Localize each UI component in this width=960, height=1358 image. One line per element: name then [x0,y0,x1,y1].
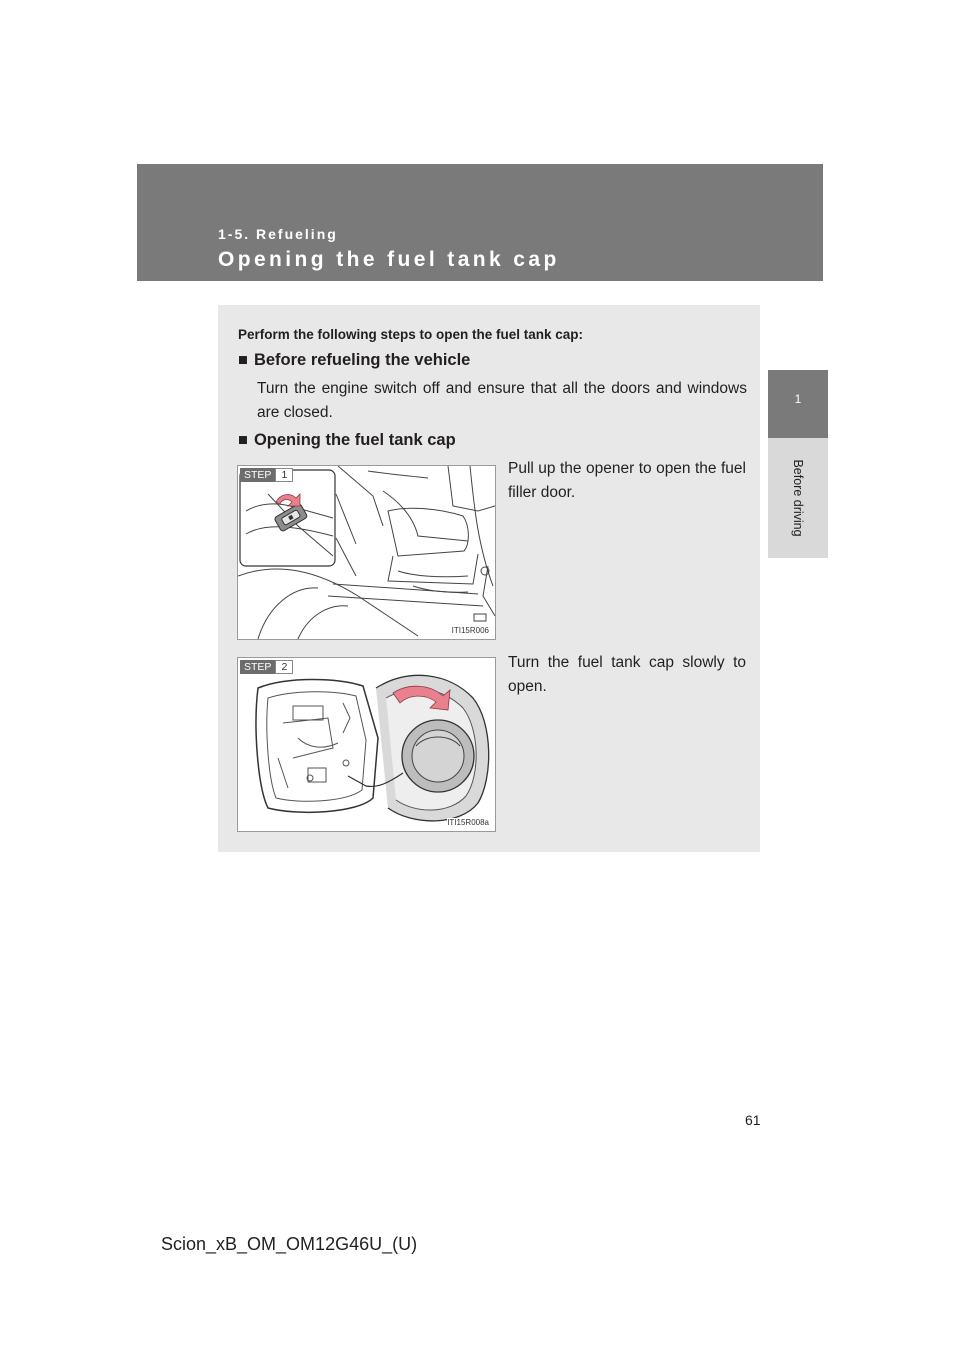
fuel-door-opener-drawing [238,466,495,639]
content-box [218,305,760,852]
step-number: 2 [275,660,293,674]
document-id: Scion_xB_OM_OM12G46U_(U) [161,1234,418,1254]
subheading-label: Before refueling the vehicle [253,351,471,369]
before-refueling-text: Turn the engine switch off and ensure that all the doors and windows are closed. [257,380,747,421]
figure-code: ITI15R006 [451,626,489,635]
figure-code: ITI15R008a [447,818,489,827]
chapter-tab[interactable] [768,370,828,438]
fuel-cap-drawing [238,658,495,831]
page-title: Opening the fuel tank cap [218,248,560,271]
step-2-text: Turn the fuel tank cap slowly to open. [508,654,746,695]
chapter-title: Before driving [791,459,805,537]
header-band [137,164,823,281]
step-2-illustration [237,657,496,832]
section-label: 1-5. Refueling [218,226,338,242]
step-label: STEP [240,660,275,674]
step-2-badge [240,660,293,674]
square-bullet-icon: ■ [238,431,248,449]
subheading-before-refueling [238,351,470,370]
step-1-text: Pull up the opener to open the fuel filler door. [508,460,746,501]
step-number: 1 [275,468,293,482]
step-1-illustration [237,465,496,640]
square-bullet-icon: ■ [238,351,248,369]
chapter-number: 1 [794,392,802,406]
chapter-title-tab [768,438,828,558]
subheading-opening-cap [238,431,456,450]
subheading-label: Opening the fuel tank cap [253,431,456,449]
page-number: 61 [745,1112,761,1128]
intro-text: Perform the following steps to open the fuel tank cap: [238,327,584,342]
step-label: STEP [240,468,275,482]
step-1-badge [240,468,293,482]
